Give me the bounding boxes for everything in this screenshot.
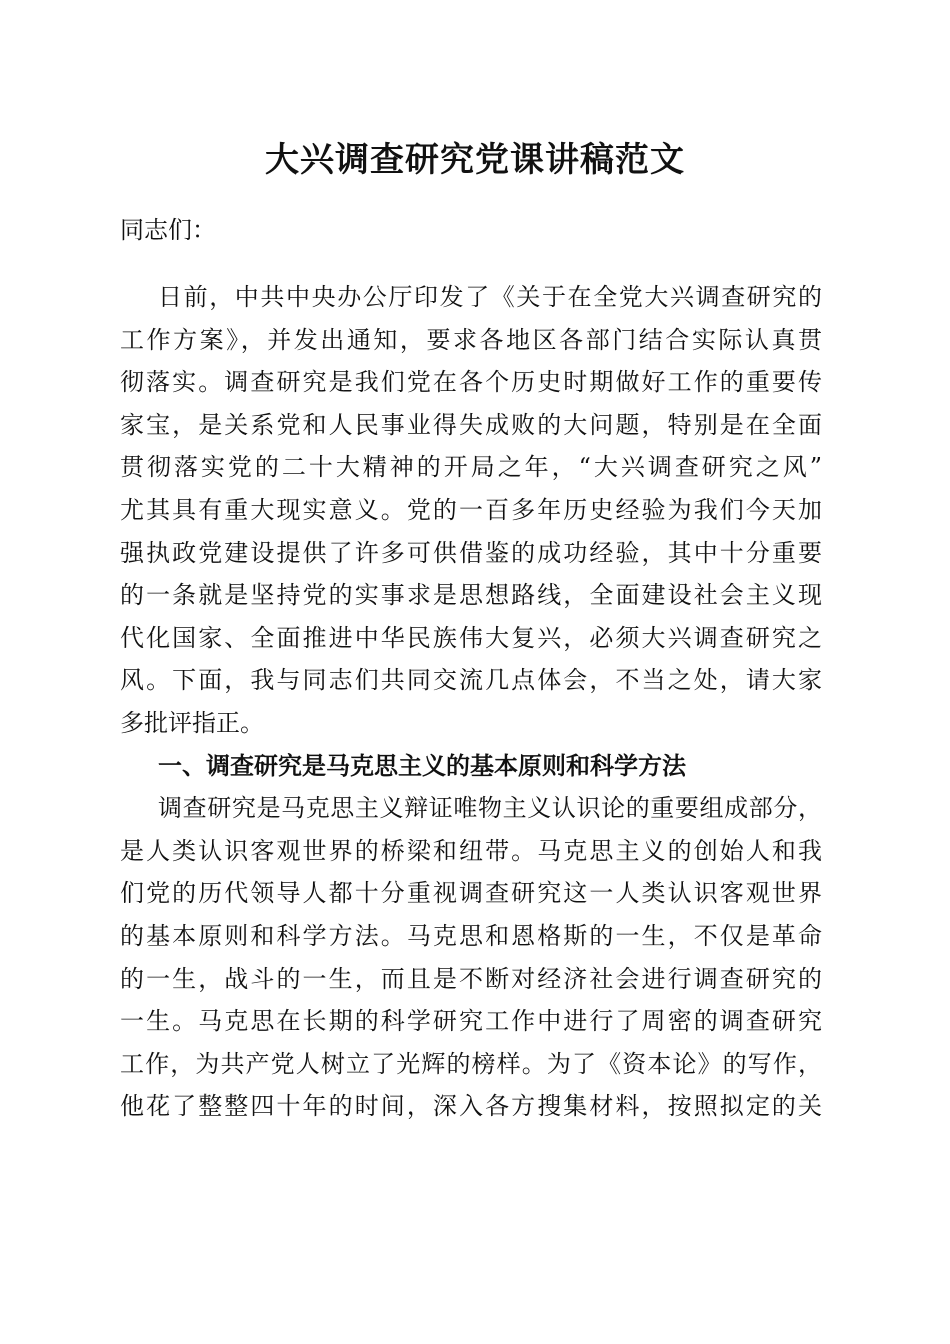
paragraph-line: 尤其具有重大现实意义。党的一百多年历史经验为我们今天加 xyxy=(120,495,822,524)
paragraph-line: 调查研究是马克思主义辩证唯物主义认识论的重要组成部分， xyxy=(158,794,822,823)
paragraph-line: 日前，中共中央办公厅印发了《关于在全党大兴调查研究的 xyxy=(158,283,822,311)
paragraph-line: 是人类认识客观世界的桥梁和纽带。马克思主义的创始人和我 xyxy=(120,836,822,865)
paragraph-line: 一生。马克思在长期的科学研究工作中进行了周密的调查研究 xyxy=(120,1007,822,1036)
paragraph-line: 的一条就是坚持党的实事求是思想路线，全面建设社会主义现 xyxy=(120,581,822,610)
section-heading: 一、调查研究是马克思主义的基本原则和科学方法 xyxy=(158,750,686,780)
paragraph-line: 强执政党建设提供了许多可供借鉴的成功经验，其中十分重要 xyxy=(120,538,822,567)
paragraph-line: 家宝，是关系党和人民事业得失成败的大问题，特别是在全面 xyxy=(120,410,822,439)
paragraph-line: 贯彻落实党的二十大精神的开局之年，“大兴调查研究之风” xyxy=(120,453,822,482)
paragraph-line: 彻落实。调查研究是我们党在各个历史时期做好工作的重要传 xyxy=(120,368,822,397)
salutation: 同志们： xyxy=(120,216,216,244)
paragraph-line: 风。下面，我与同志们共同交流几点体会，不当之处，请大家 xyxy=(120,666,822,695)
document-body xyxy=(120,276,822,1128)
paragraph-line: 工作方案》，并发出通知，要求各地区各部门结合实际认真贯 xyxy=(120,325,822,354)
document-title: 大兴调查研究党课讲稿范文 xyxy=(265,140,685,180)
paragraph-line: 多批评指正。 xyxy=(120,708,264,737)
paragraph-line: 们党的历代领导人都十分重视调查研究这一人类认识客观世界 xyxy=(120,879,822,908)
paragraph-line: 的一生，战斗的一生，而且是不断对经济社会进行调查研究的 xyxy=(120,964,822,993)
paragraph-line: 代化国家、全面推进中华民族伟大复兴，必须大兴调查研究之 xyxy=(120,623,822,652)
paragraph-line: 他花了整整四十年的时间，深入各方搜集材料，按照拟定的关 xyxy=(120,1092,822,1121)
paragraph-line: 工作，为共产党人树立了光辉的榜样。为了《资本论》的写作， xyxy=(120,1049,822,1078)
paragraph-line: 的基本原则和科学方法。马克思和恩格斯的一生，不仅是革命 xyxy=(120,921,822,950)
